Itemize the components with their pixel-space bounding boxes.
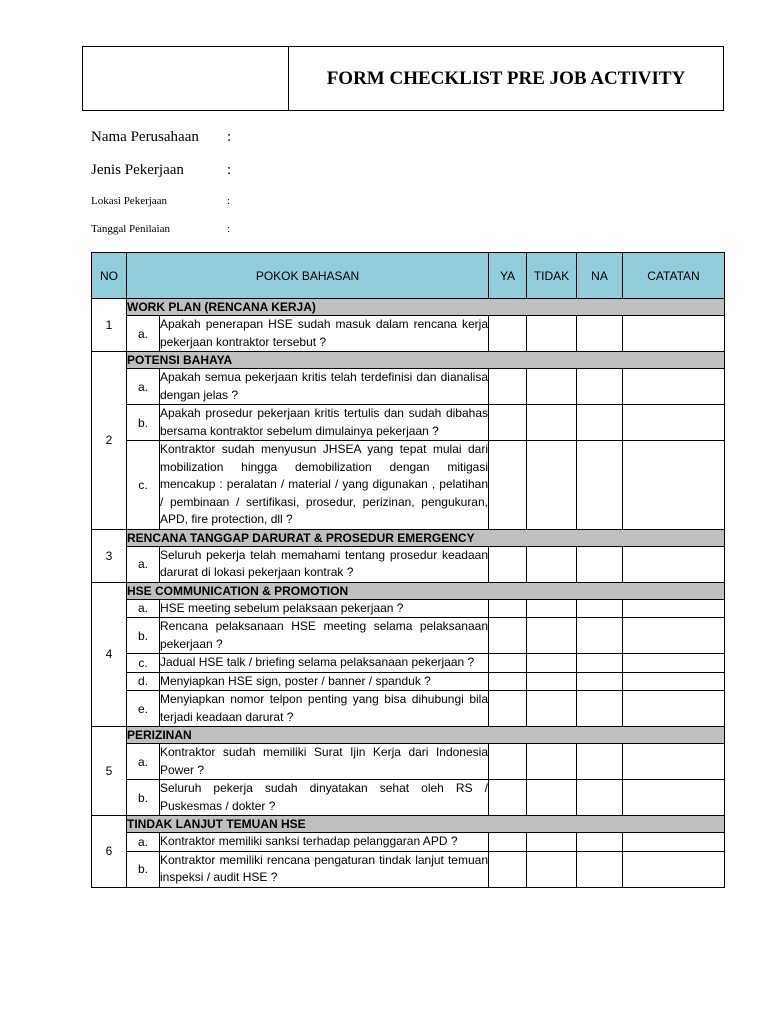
logo-area (83, 47, 289, 110)
field-separator: : (227, 162, 232, 178)
table-row (92, 599, 725, 618)
item-question: Menyiapkan nomor telpon penting yang bisa dihubungi bila terjadi keadaan darurat ? (160, 691, 489, 727)
cell-tidak[interactable] (527, 691, 577, 727)
table-row (92, 441, 725, 530)
field-label: Jenis Pekerjaan (91, 162, 184, 178)
item-letter: b. (127, 780, 160, 816)
cell-catatan[interactable] (623, 405, 725, 441)
cell-na[interactable] (577, 599, 623, 618)
section-title: TINDAK LANJUT TEMUAN HSE (127, 816, 725, 833)
header-pokok-bahasan: POKOK BAHASAN (127, 253, 489, 299)
field-label: Nama Perusahaan (91, 129, 199, 145)
cell-catatan[interactable] (623, 441, 725, 530)
section-title: PERIZINAN (127, 727, 725, 744)
cell-catatan[interactable] (623, 833, 725, 852)
cell-na[interactable] (577, 405, 623, 441)
header-catatan: CATATAN (623, 253, 725, 299)
section-row (92, 352, 725, 369)
section-title: RENCANA TANGGAP DARURAT & PROSEDUR EMERGENCY (127, 529, 725, 546)
header-na: NA (577, 253, 623, 299)
cell-catatan[interactable] (623, 618, 725, 654)
checklist-table (91, 252, 725, 888)
item-letter: b. (127, 405, 160, 441)
section-row (92, 727, 725, 744)
cell-tidak[interactable] (527, 672, 577, 691)
cell-catatan[interactable] (623, 369, 725, 405)
item-letter: a. (127, 546, 160, 582)
section-row (92, 582, 725, 599)
section-row (92, 816, 725, 833)
cell-ya[interactable] (489, 851, 527, 887)
field-separator: : (227, 195, 231, 207)
cell-tidak[interactable] (527, 369, 577, 405)
cell-tidak[interactable] (527, 405, 577, 441)
cell-catatan[interactable] (623, 851, 725, 887)
cell-na[interactable] (577, 546, 623, 582)
item-letter: e. (127, 691, 160, 727)
cell-ya[interactable] (489, 546, 527, 582)
section-number: 1 (92, 299, 127, 352)
cell-catatan[interactable] (623, 744, 725, 780)
cell-ya[interactable] (489, 369, 527, 405)
item-question: Apakah prosedur pekerjaan kritis tertulis dan sudah dibahas bersama kontraktor sebelum dimulainya pekerjaan ? (160, 405, 489, 441)
cell-tidak[interactable] (527, 618, 577, 654)
field-jenis-pekerjaan (91, 162, 231, 179)
cell-na[interactable] (577, 369, 623, 405)
cell-catatan[interactable] (623, 672, 725, 691)
table-header-row (92, 253, 725, 299)
cell-na[interactable] (577, 316, 623, 352)
cell-catatan[interactable] (623, 316, 725, 352)
section-title: HSE COMMUNICATION & PROMOTION (127, 582, 725, 599)
item-question: HSE meeting sebelum pelaksaan pekerjaan ? (160, 599, 489, 618)
section-number: 6 (92, 816, 127, 888)
cell-ya[interactable] (489, 833, 527, 852)
item-letter: b. (127, 618, 160, 654)
table-row (92, 780, 725, 816)
table-row (92, 691, 725, 727)
cell-tidak[interactable] (527, 851, 577, 887)
item-letter: a. (127, 744, 160, 780)
item-letter: d. (127, 672, 160, 691)
form-header (82, 46, 724, 111)
section-row (92, 529, 725, 546)
cell-tidak[interactable] (527, 441, 577, 530)
cell-ya[interactable] (489, 691, 527, 727)
item-letter: c. (127, 441, 160, 530)
table-row (92, 618, 725, 654)
item-question: Seluruh pekerja telah memahami tentang prosedur keadaan darurat di lokasi pekerjaan kontrak ? (160, 546, 489, 582)
cell-na[interactable] (577, 618, 623, 654)
item-question: Rencana pelaksanaan HSE meeting selama pelaksanaan pekerjaan ? (160, 618, 489, 654)
header-ya: YA (489, 253, 527, 299)
cell-na[interactable] (577, 691, 623, 727)
field-separator: : (227, 223, 231, 235)
item-question: Jadual HSE talk / briefing selama pelaksanaan pekerjaan ? (160, 654, 489, 673)
table-row (92, 369, 725, 405)
item-letter: a. (127, 833, 160, 852)
cell-tidak[interactable] (527, 546, 577, 582)
cell-ya[interactable] (489, 599, 527, 618)
item-letter: b. (127, 851, 160, 887)
cell-ya[interactable] (489, 405, 527, 441)
item-letter: a. (127, 316, 160, 352)
item-question: Kontraktor memiliki sanksi terhadap pelanggaran APD ? (160, 833, 489, 852)
field-tanggal-penilaian (91, 223, 230, 235)
section-row (92, 299, 725, 316)
cell-ya[interactable] (489, 316, 527, 352)
item-question: Kontraktor sudah menyusun JHSEA yang tepat mulai dari mobilization hingga demobilization dengan mitigasi mencakup : peralatan / material / yang digunakan , pelatihan / pembinaan / sertifikasi, prosedur, perizinan, pengukuran, APD, fire protection, dll ? (160, 441, 489, 530)
item-question: Kontraktor memiliki rencana pengaturan tindak lanjut temuan inspeksi / audit HSE ? (160, 851, 489, 887)
table-row (92, 405, 725, 441)
cell-catatan[interactable] (623, 599, 725, 618)
cell-catatan[interactable] (623, 546, 725, 582)
cell-ya[interactable] (489, 618, 527, 654)
cell-ya[interactable] (489, 441, 527, 530)
cell-na[interactable] (577, 744, 623, 780)
cell-ya[interactable] (489, 672, 527, 691)
section-number: 5 (92, 727, 127, 816)
table-row (92, 316, 725, 352)
item-letter: a. (127, 369, 160, 405)
cell-ya[interactable] (489, 654, 527, 673)
cell-na[interactable] (577, 833, 623, 852)
field-label: Tanggal Penilaian (91, 223, 170, 235)
table-row (92, 744, 725, 780)
item-question: Menyiapkan HSE sign, poster / banner / spanduk ? (160, 672, 489, 691)
cell-ya[interactable] (489, 780, 527, 816)
form-title: FORM CHECKLIST PRE JOB ACTIVITY (326, 67, 686, 89)
cell-catatan[interactable] (623, 654, 725, 673)
cell-na[interactable] (577, 654, 623, 673)
item-letter: c. (127, 654, 160, 673)
cell-catatan[interactable] (623, 691, 725, 727)
cell-tidak[interactable] (527, 599, 577, 618)
cell-na[interactable] (577, 672, 623, 691)
cell-tidak[interactable] (527, 780, 577, 816)
field-label: Lokasi Pekerjaan (91, 195, 168, 207)
cell-ya[interactable] (489, 744, 527, 780)
table-row (92, 833, 725, 852)
header-no: NO (92, 253, 127, 299)
table-row (92, 851, 725, 887)
cell-tidak[interactable] (527, 833, 577, 852)
table-row (92, 546, 725, 582)
cell-tidak[interactable] (527, 316, 577, 352)
item-question: Seluruh pekerja sudah dinyatakan sehat oleh RS / Puskesmas / dokter ? (160, 780, 489, 816)
item-question: Apakah semua pekerjaan kritis telah terdefinisi dan dianalisa dengan jelas ? (160, 369, 489, 405)
cell-tidak[interactable] (527, 744, 577, 780)
item-letter: a. (127, 599, 160, 618)
cell-na[interactable] (577, 851, 623, 887)
table-row (92, 672, 725, 691)
field-nama-perusahaan (91, 129, 231, 146)
item-question: Apakah penerapan HSE sudah masuk dalam rencana kerja pekerjaan kontraktor tersebut ? (160, 316, 489, 352)
section-title: POTENSI BAHAYA (127, 352, 725, 369)
item-question: Kontraktor sudah memiliki Surat Ijin Kerja dari Indonesia Power ? (160, 744, 489, 780)
cell-tidak[interactable] (527, 654, 577, 673)
header-tidak: TIDAK (527, 253, 577, 299)
field-separator: : (227, 129, 232, 145)
section-number: 2 (92, 352, 127, 530)
cell-na[interactable] (577, 780, 623, 816)
section-number: 3 (92, 529, 127, 582)
table-row (92, 654, 725, 673)
cell-na[interactable] (577, 441, 623, 530)
cell-catatan[interactable] (623, 780, 725, 816)
section-title: WORK PLAN (RENCANA KERJA) (127, 299, 725, 316)
section-number: 4 (92, 582, 127, 727)
field-lokasi-pekerjaan (91, 195, 230, 207)
